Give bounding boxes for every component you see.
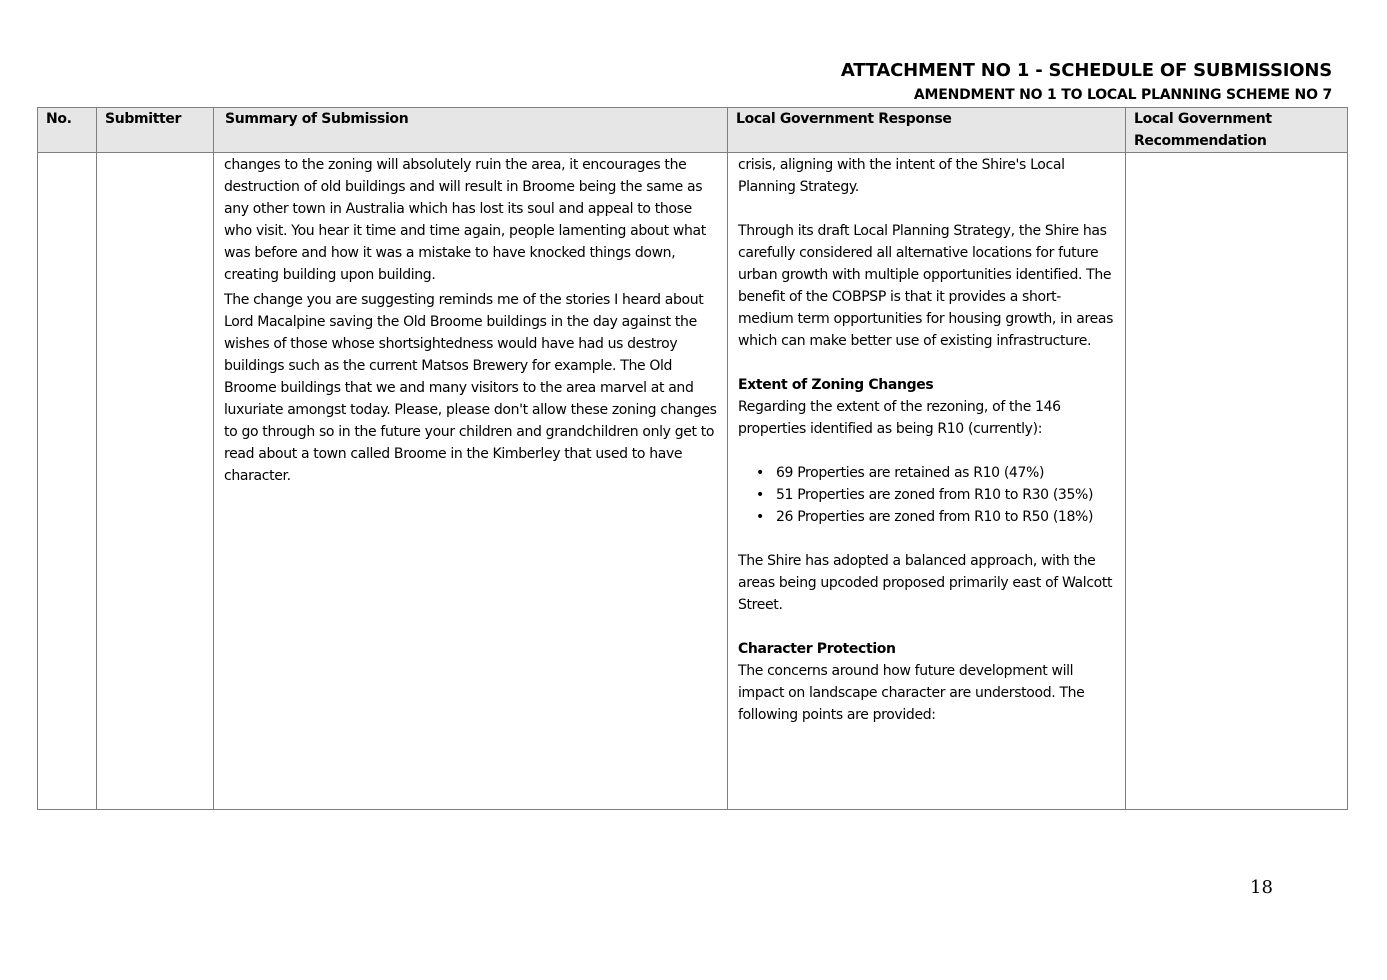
page-number: 18 <box>1250 877 1273 898</box>
table-header-row <box>38 108 1348 153</box>
spacer <box>738 352 1116 374</box>
response-character-text: The concerns around how future development will impact on landscape character are understood. The following points are provided: <box>738 663 1085 723</box>
bullet-icon: • <box>756 509 764 525</box>
list-item <box>756 506 1116 528</box>
zoning-bullet-list <box>738 462 1116 528</box>
spacer <box>738 528 1116 550</box>
list-item-text: 51 Properties are zoned from R10 to R30 (35%) <box>776 487 1094 503</box>
cell-recommendation <box>1126 153 1348 810</box>
column-header-no: No. <box>38 108 97 153</box>
bullet-icon: • <box>756 465 764 481</box>
bullet-icon: • <box>756 487 764 503</box>
column-header-recommendation: Local Government Recommendation <box>1126 108 1348 153</box>
list-item-text: 26 Properties are zoned from R10 to R50 (18%) <box>776 509 1094 525</box>
heading-extent-of-zoning-changes: Extent of Zoning Changes <box>738 377 934 393</box>
document-subtitle: AMENDMENT NO 1 TO LOCAL PLANNING SCHEME NO 7 <box>913 87 1332 103</box>
cell-no <box>38 153 97 810</box>
cell-submitter <box>97 153 214 810</box>
submissions-table <box>37 107 1348 810</box>
column-header-summary: Summary of Submission <box>214 108 728 153</box>
list-item <box>756 484 1116 506</box>
response-intro: crisis, aligning with the intent of the Shire's Local Planning Strategy. <box>738 157 1065 195</box>
heading-character-protection: Character Protection <box>738 641 896 657</box>
list-item-text: 69 Properties are retained as R10 (47%) <box>776 465 1045 481</box>
document-title: ATTACHMENT NO 1 - SCHEDULE OF SUBMISSIONS <box>840 60 1332 81</box>
column-header-submitter: Submitter <box>97 108 214 153</box>
column-header-response: Local Government Response <box>728 108 1126 153</box>
table-row <box>38 153 1348 810</box>
response-balanced-approach: The Shire has adopted a balanced approach, with the areas being upcoded proposed primarily east of Walcott Street. <box>738 553 1113 613</box>
spacer <box>738 198 1116 220</box>
summary-paragraph: changes to the zoning will absolutely ruin the area, it encourages the destruction of old buildings and will result in Broome being the same as any other town in Australia which has lost its soul and appeal to those who visit. You hear it time and time again, people lamenting about what was before and how it was a mistake to have knocked things down, creating building upon building. <box>224 157 706 283</box>
spacer <box>738 440 1116 462</box>
cell-response <box>728 153 1126 810</box>
spacer <box>738 616 1116 638</box>
response-extent-text: Regarding the extent of the rezoning, of the 146 properties identified as being R10 (currently): <box>738 399 1061 437</box>
cell-summary <box>214 153 728 810</box>
summary-paragraph: The change you are suggesting reminds me of the stories I heard about Lord Macalpine saving the Old Broome buildings in the day against the wishes of those whose shortsightedness would have had us destroy buildings such as the current Matsos Brewery for example. The Old Broome buildings that we and many visitors to the area marvel at and luxuriate amongst today. Please, please don't allow these zoning changes to go through so in the future your children and grandchildren only get to read about a town called Broome in the Kimberley that used to have character. <box>224 292 717 484</box>
list-item <box>756 462 1116 484</box>
response-strategy: Through its draft Local Planning Strategy, the Shire has carefully considered all alternative locations for future urban growth with multiple opportunities identified. The benefit of the COBPSP is that it provides a short-medium term opportunities for housing growth, in areas which can make better use of existing infrastructure. <box>738 223 1114 349</box>
